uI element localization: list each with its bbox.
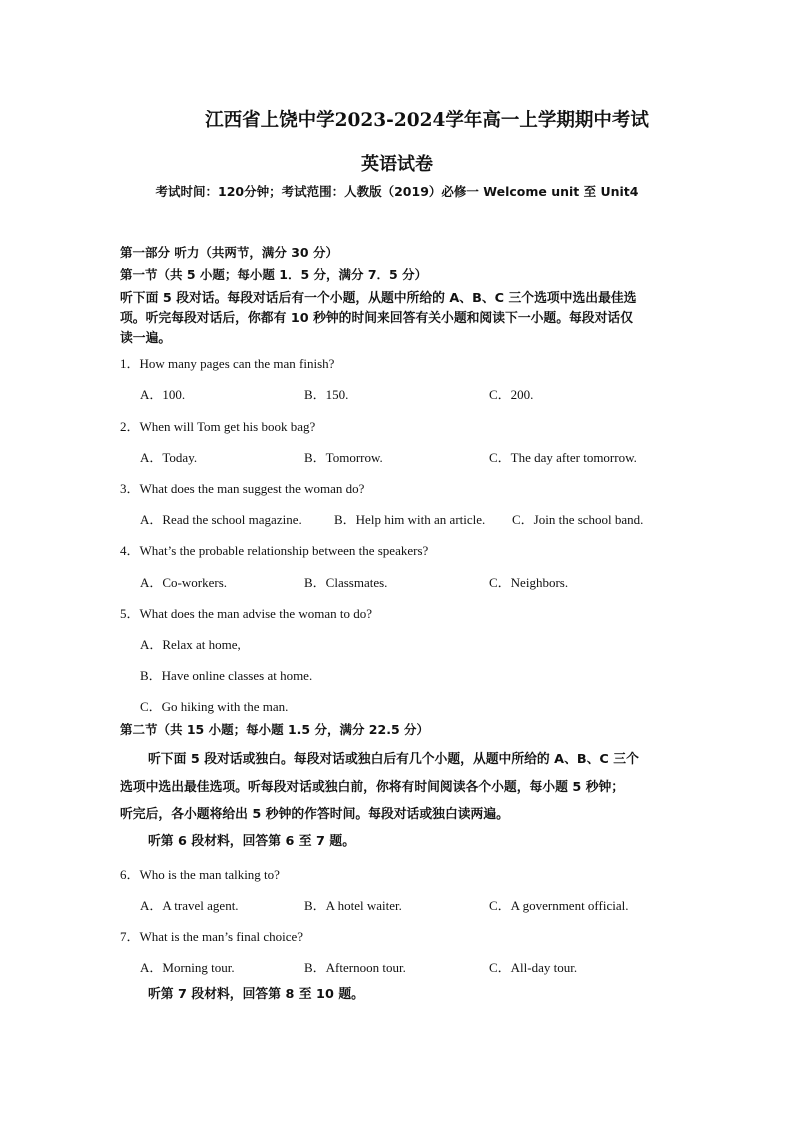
option-b: B．Afternoon tour. <box>304 960 406 975</box>
question-text: 5．What does the man advise the woman to do? <box>120 606 372 621</box>
question-text: 3．What does the man suggest the woman do? <box>120 481 365 496</box>
exam-info: 考试时间：120分钟；考试范围：人教版（2019）必修一 Welcome unit 至 Unit4 <box>155 184 639 199</box>
option-b: B．Help him with an article. <box>334 512 486 527</box>
option-a: A．Morning tour. <box>140 960 235 975</box>
option-b: B．A hotel waiter. <box>304 898 402 913</box>
section1-heading: 第一节（共 5 小题；每小题 1．5 分，满分 7．5 分） <box>120 267 428 282</box>
option-c: C．A government official. <box>489 898 629 913</box>
option-a: A．Today. <box>140 450 198 465</box>
option-c: C．The day after tomorrow. <box>489 450 637 465</box>
section2-instruction-line: 选项中选出最佳选项。听每段对话或独白前，你将有时间阅读各个小题，每小题 5 秒钟； <box>120 780 625 795</box>
option-b: B．Have online classes at home. <box>140 668 313 683</box>
question-text: 2．When will Tom get his book bag? <box>120 419 316 434</box>
question-text: 1．How many pages can the man finish? <box>120 356 335 371</box>
option-a: A．Co-workers. <box>140 575 228 590</box>
section2-heading: 第二节（共 15 小题；每小题 1.5 分，满分 22.5 分） <box>120 722 429 737</box>
exam-subtitle: 英语试卷 <box>361 154 433 175</box>
option-b: B．Tomorrow. <box>304 450 383 465</box>
question-text: 7．What is the man’s final choice? <box>120 929 304 944</box>
option-a: A．Relax at home, <box>140 637 241 652</box>
option-b: B．Classmates. <box>304 575 388 590</box>
question-text: 4．What’s the probable relationship between the speakers? <box>120 543 429 558</box>
section1-instruction-line: 听下面 5 段对话。每段对话后有一个小题，从题中所给的 A、B、C 三个选项中选出最佳选 <box>120 291 637 306</box>
question-text: 6．Who is the man talking to? <box>120 867 280 882</box>
option-a: A．A travel agent. <box>140 898 239 913</box>
option-a: A．Read the school magazine. <box>140 512 302 527</box>
material-heading: 听第 6 段材料，回答第 6 至 7 题。 <box>148 834 356 849</box>
exam-title: 江西省上饶中学2023-2024学年高一上学期期中考试 <box>205 110 649 131</box>
option-b: B．150. <box>304 387 349 402</box>
section2-instruction-line: 听完后，各小题将给出 5 秒钟的作答时间。每段对话或独白读两遍。 <box>120 807 509 822</box>
section1-instruction-line: 项。听完每段对话后，你都有 10 秒钟的时间来回答有关小题和阅读下一小题。每段对话仅 <box>120 311 633 326</box>
option-c: C．Join the school band. <box>512 512 644 527</box>
section2-instruction-line: 听下面 5 段对话或独白。每段对话或独白后有几个小题，从题中所给的 A、B、C 三个 <box>148 752 639 767</box>
option-c: C．All-day tour. <box>489 960 578 975</box>
option-c: C．Neighbors. <box>489 575 569 590</box>
option-c: C．200. <box>489 387 534 402</box>
part1-heading: 第一部分 听力（共两节，满分 30 分） <box>120 245 338 260</box>
option-c: C．Go hiking with the man. <box>140 699 289 714</box>
option-a: A．100. <box>140 387 186 402</box>
section1-instruction-line: 读一遍。 <box>120 331 172 346</box>
material-heading: 听第 7 段材料，回答第 8 至 10 题。 <box>148 987 364 1002</box>
